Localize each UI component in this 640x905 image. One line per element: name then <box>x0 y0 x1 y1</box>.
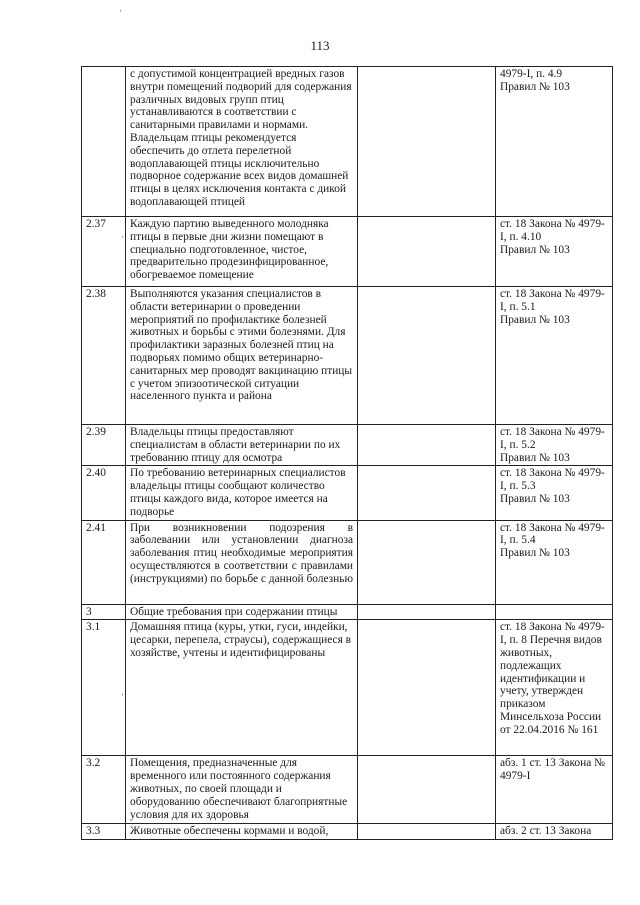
table-row <box>82 620 613 756</box>
empty-cell <box>358 756 496 824</box>
requirement-text: Помещения, предназначенные для временного или постоянного содержания животных, по своей площади и оборудованию обеспечивают благоприятные условия для их здоровья <box>126 756 358 824</box>
empty-cell <box>358 67 496 217</box>
table-row <box>82 756 613 824</box>
requirement-text: Каждую партию выведенного молодняка птицы в первые дни жизни помещают в специально подготовленное, чистое, предварительно продезинфицированное, обогреваемое помещение <box>126 217 358 287</box>
empty-cell <box>358 520 496 604</box>
table-row <box>82 217 613 287</box>
table-row <box>82 425 613 466</box>
requirement-text: По требованию ветеринарных специалистов владельцы птицы сообщают количество птицы каждого вида, которое имеется на подворье <box>126 466 358 520</box>
scan-speck: ˈ <box>119 9 123 20</box>
item-number: 3.1 <box>82 620 126 756</box>
empty-cell <box>358 466 496 520</box>
item-number: 2.40 <box>82 466 126 520</box>
section-row <box>82 604 613 620</box>
item-number: 2.41 <box>82 520 126 604</box>
requirement-text: Животные обеспечены кормами и водой, <box>126 824 358 840</box>
section-title: Общие требования при содержании птицы <box>126 604 358 620</box>
legal-reference: ст. 18 Закона № 4979-I, п. 4.10 Правил № 103 <box>496 217 613 287</box>
legal-reference: ст. 18 Закона № 4979-I, п. 5.2 Правил № 103 <box>496 425 613 466</box>
empty-cell <box>358 620 496 756</box>
requirements-table <box>81 66 613 840</box>
item-number: 2.37 <box>82 217 126 287</box>
legal-reference: ст. 18 Закона № 4979-I, п. 5.3 Правил № 103 <box>496 466 613 520</box>
legal-reference <box>496 604 613 620</box>
table-row <box>82 67 613 217</box>
legal-reference: абз. 1 ст. 13 Закона № 4979-I <box>496 756 613 824</box>
scan-speck: ˈ <box>121 693 125 704</box>
legal-reference: абз. 2 ст. 13 Закона <box>496 824 613 840</box>
empty-cell <box>358 217 496 287</box>
item-number: 3.2 <box>82 756 126 824</box>
page-number: 113 <box>310 38 330 53</box>
table-row <box>82 824 613 840</box>
legal-reference: 4979-I, п. 4.9 Правил № 103 <box>496 67 613 217</box>
empty-cell <box>358 604 496 620</box>
item-number: 2.38 <box>82 287 126 425</box>
scan-speck: ˈ <box>121 235 125 246</box>
item-number <box>82 67 126 217</box>
item-number: 3.3 <box>82 824 126 840</box>
legal-reference: ст. 18 Закона № 4979-I, п. 8 Перечня видов животных, подлежащих идентификации и учету, утвержден приказом Минсельхоза России от 22.04.2016 № 161 <box>496 620 613 756</box>
legal-reference: ст. 18 Закона № 4979-I, п. 5.4 Правил № 103 <box>496 520 613 604</box>
requirement-text: с допустимой концентрацией вредных газов внутри помещений подворий для содержания различных видовых групп птиц устанавливаются в соответствии с санитарными правилами и нормами. Владельцам птицы рекомендуется обеспечить до отлета перелетной водоплавающей птицы исключительно подворное содержание всех видов домашней птицы в целях исключения контакта с дикой водоплавающей птицей <box>126 67 358 217</box>
section-number: 3 <box>82 604 126 620</box>
empty-cell <box>358 287 496 425</box>
empty-cell <box>358 824 496 840</box>
table-row <box>82 466 613 520</box>
table-row <box>82 287 613 425</box>
empty-cell <box>358 425 496 466</box>
requirement-text: Домашняя птица (куры, утки, гуси, индейки, цесарки, перепела, страусы), содержащиеся в хозяйстве, учтены и идентифицированы <box>126 620 358 756</box>
item-number: 2.39 <box>82 425 126 466</box>
table-row <box>82 520 613 604</box>
scan-speck: ˈ <box>121 464 125 475</box>
requirement-text: Владельцы птицы предоставляют специалистам в области ветеринарии по их требованию птицу для осмотра <box>126 425 358 466</box>
legal-reference: ст. 18 Закона № 4979-I, п. 5.1 Правил № 103 <box>496 287 613 425</box>
requirement-text: При возникновении подозрения в заболевании или установлении диагноза заболевания птиц необходимые мероприятия осуществляются в соответствии с правилами (инструкциями) по борьбе с данной болезнью <box>126 520 358 604</box>
requirement-text: Выполняются указания специалистов в области ветеринарии о проведении мероприятий по профилактике болезней животных и борьбы с этими болезнями. Для профилактики заразных болезней птиц на подворьях помимо общих ветеринарно-санитарных мер проводят вакцинацию птицы с учетом эпизоотической ситуации населенного пункта и района <box>126 287 358 425</box>
